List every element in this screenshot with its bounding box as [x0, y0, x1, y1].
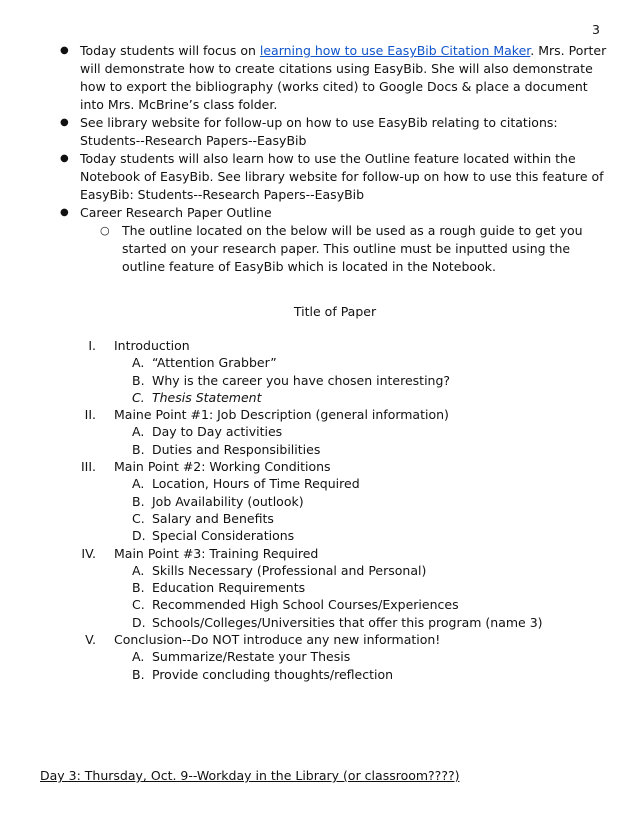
- item-letter: D.: [132, 528, 146, 544]
- item-text: Thesis Statement: [152, 389, 262, 405]
- bullet-dot-icon: ●: [60, 153, 69, 164]
- roman-numeral: II.: [84, 407, 96, 423]
- item-letter: A.: [132, 562, 145, 578]
- outline-subitem: [0, 389, 638, 406]
- section-heading: Main Point #2: Working Conditions: [114, 459, 331, 475]
- paper-outline: [0, 337, 638, 683]
- outline-subitem: [0, 614, 638, 631]
- outline-section: [0, 406, 638, 423]
- outline-subitem: [0, 648, 638, 665]
- bullet-text-prefix: Today students will focus on: [80, 43, 260, 58]
- outline-subitem: [0, 510, 638, 527]
- item-text: Job Availability (outlook): [152, 493, 304, 509]
- circle-bullet-icon: ○: [100, 224, 110, 237]
- bullet-item: [54, 204, 614, 276]
- section-heading: Main Point #3: Training Required: [114, 545, 319, 561]
- item-letter: B.: [132, 493, 145, 509]
- item-letter: B.: [132, 666, 145, 682]
- item-text: Schools/Colleges/Universities that offer this program (name 3): [152, 614, 543, 630]
- outline-section: [0, 458, 638, 475]
- outline-subitem: [0, 562, 638, 579]
- item-text: Special Considerations: [152, 528, 295, 544]
- roman-numeral: IV.: [81, 545, 96, 561]
- outline-subitem: [0, 372, 638, 389]
- item-text: Provide concluding thoughts/reflection: [152, 666, 394, 682]
- day-3-heading: Day 3: Thursday, Oct. 9--Workday in the Library (or classroom????): [40, 768, 460, 783]
- bullet-text-suffix: . Mrs. Porter will demonstrate how to create citations using EasyBib. She will also demonstrate how to export the bibliography (works cited) to Google Docs & place a document into Mrs. McBrine’s class folder.: [80, 43, 607, 112]
- roman-numeral: I.: [88, 338, 96, 353]
- item-text: Education Requirements: [152, 580, 306, 596]
- item-letter: C.: [132, 389, 145, 405]
- outline-subitem: [0, 354, 638, 371]
- outline-subitem: [0, 423, 638, 440]
- item-text: Summarize/Restate your Thesis: [152, 649, 351, 665]
- bullet-text: See library website for follow-up on how to use EasyBib relating to citations: Students--Research Papers--EasyBib: [80, 115, 558, 148]
- outline-subitem: [0, 441, 638, 458]
- section-heading: Maine Point #1: Job Description (general information): [114, 407, 449, 423]
- item-letter: A.: [132, 476, 145, 492]
- easybib-citation-link[interactable]: learning how to use EasyBib Citation Maker: [259, 43, 531, 58]
- bullet-dot-icon: ●: [60, 117, 69, 128]
- outline-subitem: [0, 596, 638, 613]
- roman-numeral: III.: [80, 459, 96, 475]
- outline-subitem: [0, 666, 638, 683]
- item-text: Location, Hours of Time Required: [152, 476, 360, 492]
- item-text: Day to Day activities: [152, 424, 283, 440]
- item-letter: D.: [132, 614, 146, 630]
- item-text: Why is the career you have chosen interesting?: [152, 372, 451, 388]
- sub-bullet-text: The outline located on the below will be used as a rough guide to get you started on your research paper. This outline must be inputted using the outline feature of EasyBib which is located in the Notebook.: [122, 223, 583, 274]
- roman-numeral: V.: [85, 632, 96, 648]
- item-letter: A.: [132, 424, 145, 440]
- item-letter: C.: [132, 510, 145, 526]
- sub-bullet-item: [94, 222, 614, 276]
- outline-subitem: [0, 527, 638, 544]
- sub-list: [80, 222, 614, 276]
- bullet-dot-icon: ●: [60, 45, 69, 56]
- outline-section: [0, 631, 638, 648]
- outline-title: Title of Paper: [293, 304, 377, 319]
- item-text: Salary and Benefits: [152, 510, 274, 526]
- outline-section: [0, 545, 638, 562]
- page-number: 3: [592, 22, 600, 37]
- item-text: “Attention Grabber”: [152, 355, 277, 371]
- item-letter: B.: [132, 580, 145, 596]
- section-heading: Introduction: [114, 338, 190, 353]
- outline-subitem: [0, 475, 638, 492]
- bullet-dot-icon: ●: [60, 207, 69, 218]
- item-letter: B.: [132, 441, 145, 457]
- section-heading: Conclusion--Do NOT introduce any new information!: [114, 632, 441, 648]
- bullet-text: Today students will also learn how to use the Outline feature located within the Notebook of EasyBib. See library website for follow-up on how to use this feature of EasyBib: Students--Research Papers--EasyBib: [80, 151, 604, 202]
- instruction-list: [54, 42, 614, 276]
- item-text: Recommended High School Courses/Experiences: [152, 597, 459, 613]
- bullet-item: [54, 42, 614, 114]
- item-letter: A.: [132, 649, 145, 665]
- bullet-item: [54, 150, 614, 204]
- item-text: Duties and Responsibilities: [152, 441, 321, 457]
- bullet-text: Career Research Paper Outline: [80, 205, 272, 220]
- item-letter: A.: [132, 355, 145, 371]
- item-letter: C.: [132, 597, 145, 613]
- outline-subitem: [0, 493, 638, 510]
- outline-section: [0, 337, 638, 354]
- bullet-item: [54, 114, 614, 150]
- item-text: Skills Necessary (Professional and Personal): [152, 562, 427, 578]
- item-letter: B.: [132, 372, 145, 388]
- outline-subitem: [0, 579, 638, 596]
